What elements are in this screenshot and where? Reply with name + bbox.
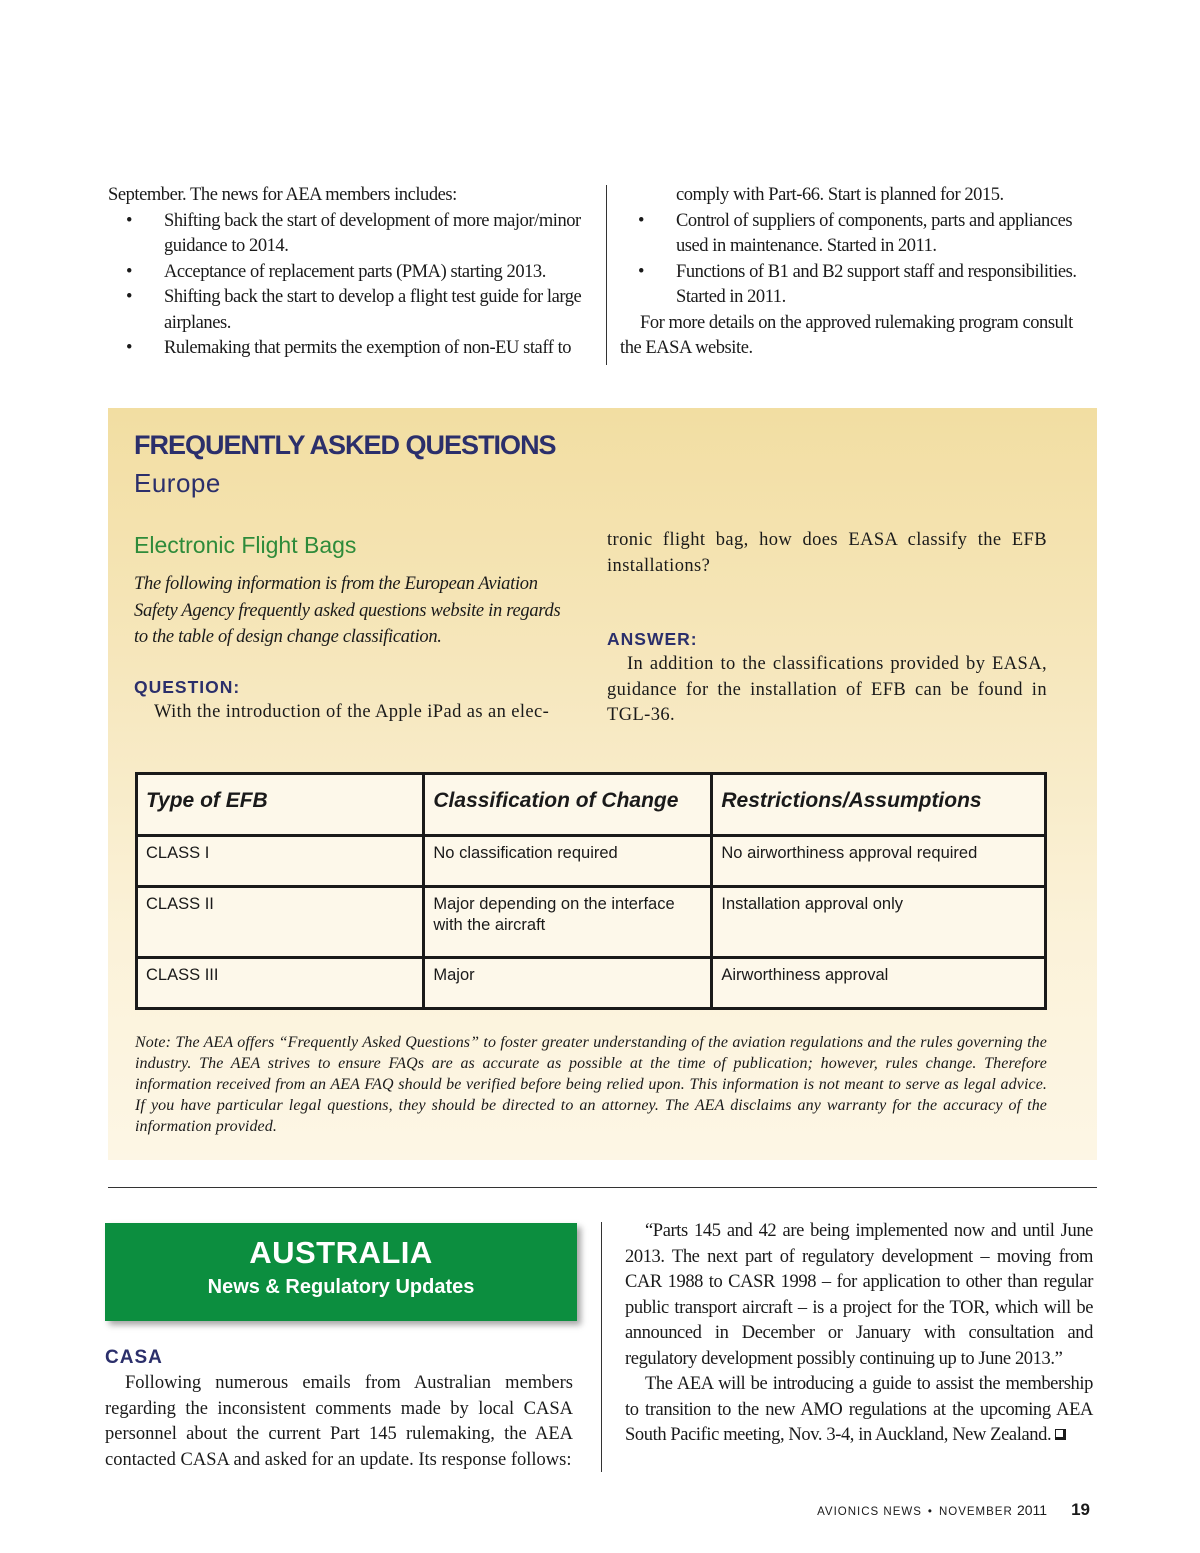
list-item: • Control of suppliers of components, parts and appliances used in maintenance. Started in 2011. — [620, 209, 1098, 260]
column-divider — [606, 185, 607, 365]
faq-disclaimer-note: Note: The AEA offers “Frequently Asked Questions” to foster greater understanding of the aviation regulations and the rules governing the industry. The AEA strives to ensure FAQs are as accurate as possible at the time of publication; however, rules change. Therefore information received from an AEA FAQ should be verified before being relied upon. This information is not meant to serve as legal advice. If you have particular legal questions, they should be directed to an attorney. The AEA disclaims any warranty for the accuracy of the information provided. — [135, 1034, 1047, 1135]
issue-year: 2011 — [1016, 1502, 1048, 1518]
australia-closing-text: The AEA will be introducing a guide to assist the membership to transition to the new AMO regulations at the upcoming AEA South Pacific meeting, Nov. 3-4, in Auckland, New Zealand. — [625, 1374, 1093, 1445]
issue-month: NOVEMBER — [938, 1506, 1013, 1518]
table-header-cell: Restrictions/Assumptions — [712, 774, 1046, 836]
publication-name: AVIONICS NEWS — [817, 1506, 922, 1518]
table-row — [137, 958, 1046, 1009]
faq-box — [108, 408, 1097, 1160]
table-cell: Installation approval only — [712, 887, 1046, 958]
end-mark-icon — [1055, 1429, 1066, 1440]
table-cell: CLASS I — [137, 836, 424, 887]
section-divider — [108, 1187, 1097, 1188]
casa-heading: CASA — [105, 1347, 163, 1368]
table-cell: Major depending on the interface with the aircraft — [424, 887, 712, 958]
column-divider — [601, 1222, 602, 1472]
top-left-intro: September. The news for AEA members includes: — [108, 185, 457, 205]
table-cell: CLASS III — [137, 958, 424, 1009]
faq-topic-heading: Electronic Flight Bags — [134, 532, 357, 558]
australia-closing — [625, 1372, 1093, 1449]
faq-intro: The following information is from the European Aviation Safety Agency frequently asked questions website in regards to the table of design change classification. — [134, 574, 561, 647]
top-right-bullet-list — [620, 209, 1098, 311]
list-item: • Shifting back the start to develop a flight test guide for large airplanes. — [108, 285, 590, 336]
bullet-continuation: comply with Part-66. Start is planned for 2015. — [676, 185, 1004, 205]
list-item: • Acceptance of replacement parts (PMA) starting 2013. — [108, 260, 590, 286]
faq-subtitle: Europe — [134, 468, 221, 498]
footer-separator: • — [927, 1506, 933, 1518]
banner-title: AUSTRALIA — [249, 1235, 433, 1270]
answer-text: In addition to the classifications provided by EASA, guidance for the installation of EFB can be found in TGL-36. — [607, 654, 1047, 725]
table-cell: No airworthiness approval required — [712, 836, 1046, 887]
question-label: QUESTION: — [134, 676, 241, 697]
australia-right-column — [625, 1219, 1093, 1449]
top-right-closing: For more details on the approved rulemaking program consult the EASA website. — [620, 312, 1073, 358]
table-header-cell: Classification of Change — [424, 774, 712, 836]
question-text: With the introduction of the Apple iPad as an elec- — [154, 701, 550, 722]
list-item: • Shifting back the start of development of more major/minor guidance to 2014. — [108, 209, 590, 260]
answer-label: ANSWER: — [607, 629, 698, 649]
table-cell: Airworthiness approval — [712, 958, 1046, 1009]
table-cell: Major — [424, 958, 712, 1009]
table-row — [137, 887, 1046, 958]
page-footer — [817, 1500, 1090, 1520]
faq-left-column — [134, 532, 574, 725]
top-right-column — [620, 183, 1098, 362]
top-left-column — [108, 183, 590, 362]
question-text-continued: tronic flight bag, how does EASA classify the EFB installations? — [607, 530, 1047, 576]
australia-banner — [105, 1223, 577, 1321]
faq-right-column — [607, 532, 1047, 729]
efb-classification-table — [135, 772, 1047, 1010]
top-left-bullet-list — [108, 209, 590, 362]
table-header-cell: Type of EFB — [137, 774, 424, 836]
casa-quote: “Parts 145 and 42 are being implemented now and until June 2013. The next part of regulatory development – moving from CAR 1988 to CASR 1998 – for application to other than regular public transport aircraft – is a project for the TOR, which will be announced in December or January with consultation and regulatory development possibly continuing up to June 2013.” — [625, 1221, 1093, 1369]
table-row — [137, 836, 1046, 887]
list-item: • Rulemaking that permits the exemption of non-EU staff to — [108, 336, 590, 362]
list-item: • Functions of B1 and B2 support staff and responsibilities. Started in 2011. — [620, 260, 1098, 311]
table-header-row — [137, 774, 1046, 836]
banner-subtitle: News & Regulatory Updates — [207, 1276, 475, 1298]
faq-title: FREQUENTLY ASKED QUESTIONS — [134, 430, 556, 460]
casa-paragraph: Following numerous emails from Australian members regarding the inconsistent comments made by local CASA personnel about the current Part 145 rulemaking, the AEA contacted CASA and asked for an update. Its response follows: — [105, 1373, 573, 1470]
table-cell: CLASS II — [137, 887, 424, 958]
table-cell: No classification required — [424, 836, 712, 887]
page-number: 19 — [1071, 1500, 1090, 1519]
